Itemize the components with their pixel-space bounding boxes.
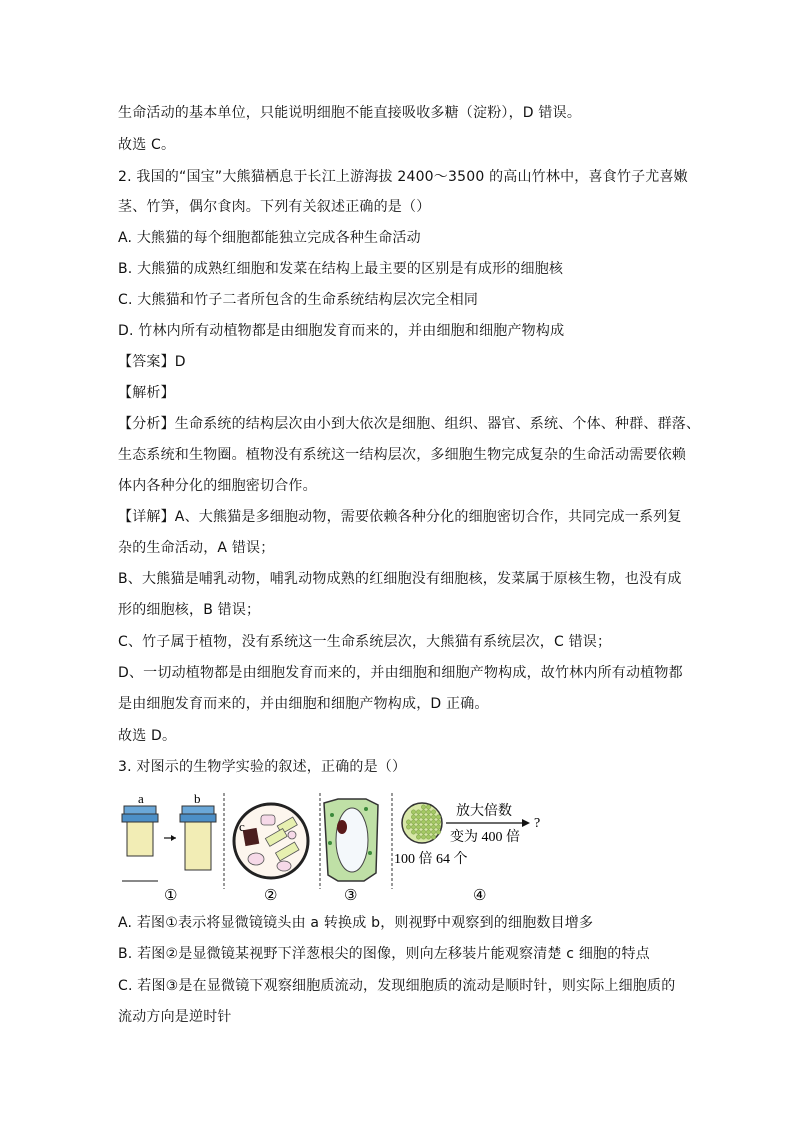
cell-dot bbox=[416, 820, 420, 824]
detail-text-6: D、一切动植物都是由细胞发育而来的，并由细胞和细胞产物构成，故竹林内所有动植物都 bbox=[118, 665, 683, 681]
cell-dot bbox=[416, 830, 420, 834]
question-3-stem: 3. 对图示的生物学实验的叙述，正确的是（） bbox=[118, 759, 407, 775]
magnification-value: 变为 400 倍 bbox=[450, 830, 520, 845]
detail-text-1: 【详解】A、大熊猫是多细胞动物，需要依赖各种分化的细胞密切合作，共同完成一系列复 bbox=[118, 509, 682, 525]
cell-dot bbox=[426, 810, 430, 814]
panel-1-label: ① bbox=[164, 888, 178, 904]
panel-2-label: ② bbox=[264, 888, 278, 904]
option-a: A. 大熊猫的每个细胞都能独立完成各种生命活动 bbox=[118, 230, 421, 246]
cell-dot bbox=[421, 805, 425, 809]
answer-label: 【答案】D bbox=[118, 354, 186, 370]
cell-dot bbox=[411, 830, 415, 834]
option-c: C. 大熊猫和竹子二者所包含的生命系统结构层次完全相同 bbox=[118, 292, 479, 308]
detail-text-7: 是由细胞发育而来的，并由细胞和细胞产物构成，D 正确。 bbox=[118, 696, 489, 712]
cell-dot bbox=[421, 825, 425, 829]
panel-2-root-tip bbox=[234, 804, 308, 904]
analysis-text-1: 【分析】生命系统的结构层次由小到大依次是细胞、组织、器官、系统、个体、种群、群落、 bbox=[118, 416, 701, 432]
question-2-stem: 2. 我国的“国宝”大熊猫栖息于长江上游海拔 2400～3500 的高山竹林中，喜食竹子尤喜嫩 bbox=[118, 169, 688, 185]
magnification-label: 放大倍数 bbox=[456, 804, 512, 819]
detail-text-2: 杂的生命活动，A 错误； bbox=[118, 540, 275, 556]
panel-3-plant-cell bbox=[324, 799, 378, 904]
text-line-2: 故选 C。 bbox=[118, 137, 176, 153]
cell-c-label: c bbox=[239, 819, 245, 834]
cell-dot bbox=[426, 820, 430, 824]
question-mark: ? bbox=[534, 816, 541, 831]
cell-dot bbox=[431, 830, 435, 834]
analysis-text-2: 生态系统和生物圈。植物没有系统这一结构层次，多细胞生物完成复杂的生命活动需要依赖 bbox=[118, 447, 686, 463]
cell-dot bbox=[431, 835, 435, 839]
cell-dot bbox=[411, 820, 415, 824]
cell-dot bbox=[436, 830, 440, 834]
cell-dot bbox=[421, 835, 425, 839]
q3-option-a: A. 若图①表示将显微镜镜头由 a 转换成 b，则视野中观察到的细胞数目增多 bbox=[118, 915, 594, 931]
cell-dot bbox=[421, 830, 425, 834]
cell-dot bbox=[426, 805, 430, 809]
cell-dot bbox=[416, 835, 420, 839]
cell-dot bbox=[421, 815, 425, 819]
cell-dot bbox=[431, 825, 435, 829]
cell-dot bbox=[436, 820, 440, 824]
cell-dot bbox=[436, 825, 440, 829]
lens-b-label: b bbox=[194, 793, 201, 806]
cell-dot bbox=[411, 825, 415, 829]
cell-dot bbox=[431, 810, 435, 814]
cell-dot bbox=[411, 815, 415, 819]
question-2-stem-cont: 茎、竹笋，偶尔食肉。下列有关叙述正确的是（） bbox=[118, 199, 431, 215]
lens-a-label: a bbox=[138, 793, 144, 806]
panel-4-field-of-view bbox=[394, 802, 540, 904]
detail-text-4: 形的细胞核，B 错误； bbox=[118, 602, 261, 618]
option-d: D. 竹林内所有动植物都是由细胞发育而来的，并由细胞和细胞产物构成 bbox=[118, 323, 565, 339]
cell-dot bbox=[416, 810, 420, 814]
experiment-figure bbox=[116, 793, 556, 905]
cell-dot bbox=[431, 820, 435, 824]
q3-option-c-cont: 流动方向是逆时针 bbox=[118, 1009, 232, 1025]
cell-dot bbox=[411, 810, 415, 814]
panel-3-label: ③ bbox=[344, 888, 358, 904]
cell-dot bbox=[431, 815, 435, 819]
detail-text-5: C、竹子属于植物，没有系统这一生命系统层次，大熊猫有系统层次，C 错误； bbox=[118, 634, 612, 650]
analysis-heading: 【解析】 bbox=[118, 385, 175, 401]
conclusion-text: 故选 D。 bbox=[118, 728, 177, 744]
cell-dot bbox=[426, 825, 430, 829]
q3-option-c: C. 若图③是在显微镜下观察细胞质流动，发现细胞质的流动是顺时针，则实际上细胞质的 bbox=[118, 978, 676, 994]
panel-4-label: ④ bbox=[473, 888, 487, 904]
detail-text-3: B、大熊猫是哺乳动物，哺乳动物成熟的红细胞没有细胞核，发菜属于原核生物，也没有成 bbox=[118, 571, 682, 587]
cell-dot bbox=[421, 810, 425, 814]
cell-count-label: 100 倍 64 个 bbox=[394, 852, 468, 867]
cell-dot bbox=[416, 825, 420, 829]
cell-dot bbox=[426, 830, 430, 834]
text-line-1: 生命活动的基本单位，只能说明细胞不能直接吸收多糖（淀粉），D 错误。 bbox=[118, 105, 582, 121]
cell-dot bbox=[406, 820, 410, 824]
cell-dot bbox=[421, 820, 425, 824]
q3-option-b: B. 若图②是显微镜某视野下洋葱根尖的图像，则向左移装片能观察清楚 c 细胞的特点 bbox=[118, 946, 650, 962]
cell-dot bbox=[436, 815, 440, 819]
panel-1-lenses bbox=[122, 793, 216, 904]
cell-dot bbox=[426, 815, 430, 819]
cell-dot bbox=[416, 815, 420, 819]
cell-dot bbox=[406, 825, 410, 829]
cell-dot bbox=[426, 835, 430, 839]
option-b: B. 大熊猫的成熟红细胞和发菜在结构上最主要的区别是有成形的细胞核 bbox=[118, 261, 564, 277]
analysis-text-3: 体内各种分化的细胞密切合作。 bbox=[118, 478, 317, 494]
